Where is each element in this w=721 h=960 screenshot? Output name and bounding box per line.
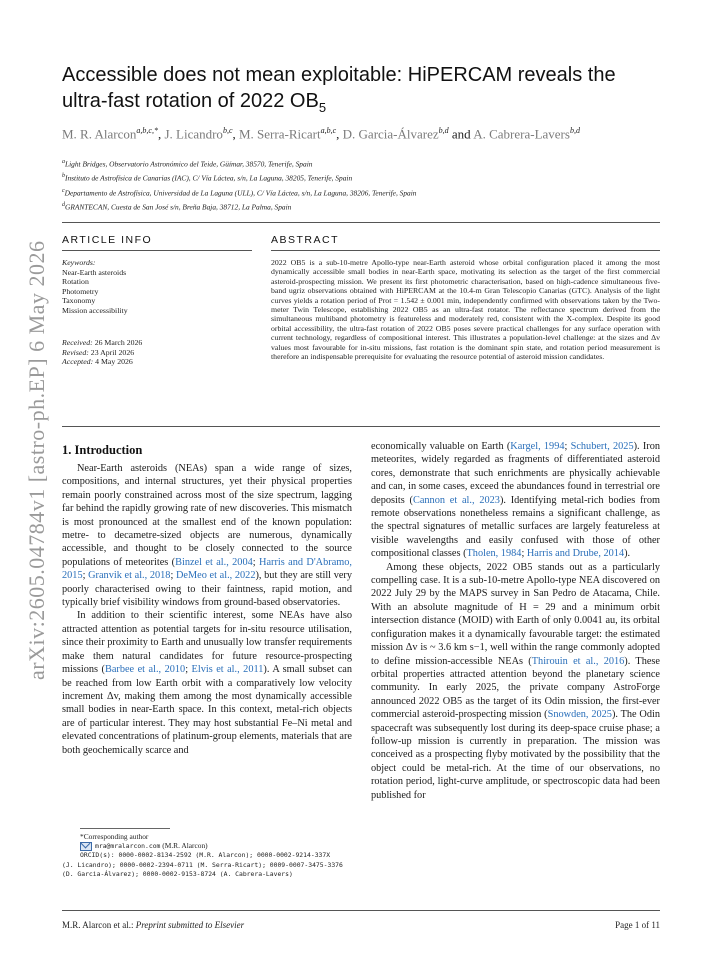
title-line-2: ultra-fast rotation of 2022 $OB_5$ bbox=[62, 90, 327, 115]
mail-icon bbox=[80, 842, 92, 851]
left-column bbox=[62, 462, 352, 757]
affiliations bbox=[62, 156, 682, 214]
keyword: Photometry bbox=[62, 286, 99, 296]
citation-link[interactable]: Tholen, 1984 bbox=[466, 548, 522, 560]
affiliation: $^c$Departamento de Astrofísica, Universidad de La Laguna (ULL), C/ Vía Láctea, s/n, La Laguna, 38206, Tenerife, Spain bbox=[62, 187, 417, 198]
title-line-1: Accessible does not mean exploitable: HiPERCAM reveals the bbox=[62, 64, 616, 86]
paragraph: economically valuable on Earth (Kargel, 1994; Schubert, 2025). Iron meteorites, widely regarded as fragments of differentiated asteroid cores, demonstrate that such enrichments are physically achievable and can, in some cases, exceed the abundances found in terrestrial ore deposits (Cannon et al., 2023). Identifying metal-rich bodies from remote observations nonetheless remains a significant challenge, as the spectral signatures of metallic surfaces are largely featureless at visible wavelengths and easily confused with those of other compositional classes (Tholen, 1984; Harris and Drube, 2014). bbox=[371, 441, 661, 560]
author-name: J. Licandro bbox=[164, 126, 223, 142]
affiliation: $^a$Light Bridges, Observatorio Astronómico del Teide, Güímar, 38570, Tenerife, Spain bbox=[62, 159, 313, 169]
affiliation: $^d$GRANTECAN, Cuesta de San José s/n, Breña Baja, 38712, La Palma, Spain bbox=[62, 202, 292, 212]
keyword: Rotation bbox=[62, 277, 89, 287]
keywords-label: Keywords: bbox=[62, 258, 96, 267]
paragraph: Among these objects, 2022 OB5 stands out as a particularly compelling case. It is a sub-10-metre Apollo-type NEA discovered on 2022 July 29 by the MAPS survey in San Pedro de Atacama, Chile. With an absolute magnitude of H = 29 and a minimum orbit intersection distance (MOID) with Earth of only 0.0041 au, its orbital configuration makes it a dynamically favourable target: the estimated mission Δv is ~ 3.6 km s−1, well within the range commonly adopted to define mission-accessible NEAs (Thirouin et al., 2016). These orbital properties attracted attention beyond the planetary science community. In early 2025, the private company AstroForge announced 2022 OB5 as the target of its Odin mission, the first-ever commercial asteroid-prospecting mission (Snowden, 2025). The Odin spacecraft was subsequently lost during its deep-space cruise phase; a follow-up mission is currently in preparation. The mission was conceived as a prospecting flyby motivated by the possibility that the object could be metal-rich. At the time of our observations, no rotation period, light-curve amplitude, or spectroscopic data had been published for bbox=[371, 561, 661, 801]
corresponding-author: *Corresponding author bbox=[80, 832, 149, 841]
author-name: M. Serra-Ricart bbox=[239, 126, 321, 142]
keyword: Near-Earth asteroids bbox=[62, 267, 127, 277]
footnote-rule bbox=[80, 828, 170, 829]
page-number: Page 1 of 11 bbox=[615, 920, 660, 930]
author-name: D. Garcia-Álvarez bbox=[342, 126, 439, 142]
article-info-heading: ARTICLE INFO bbox=[62, 234, 153, 246]
arxiv-stamp: arXiv:2605.04784v1 [astro-ph.EP] 6 May 2026 bbox=[24, 240, 49, 680]
orcid-line: (D. Garcia-Álvarez); 0000-0002-9153-8724 (A. Cabrera-Lavers) bbox=[62, 869, 293, 878]
citation-link[interactable]: Harris and D'Abramo, 2015 bbox=[62, 556, 352, 582]
footnote bbox=[62, 832, 352, 879]
divider bbox=[62, 250, 252, 251]
revised-date: Revised: 23 April 2026 bbox=[62, 347, 135, 357]
citation-link[interactable]: DeMeo et al., 2022 bbox=[176, 570, 256, 582]
keywords-block bbox=[62, 258, 252, 316]
email-link[interactable]: mra@mralarcon.com bbox=[95, 842, 161, 851]
footer-left: M.R. Alarcon et al.: Preprint submitted to Elsevier bbox=[62, 920, 245, 930]
citation-link[interactable]: Kargel, 1994 bbox=[510, 441, 565, 452]
divider bbox=[271, 250, 660, 251]
citation-link[interactable]: Barbee et al., 2010 bbox=[104, 664, 186, 676]
paragraph: Near-Earth asteroids (NEAs) span a wide range of sizes, compositions, and internal structures, yet their physical properties remain poorly constrained across most of the size spectrum, lagging far behind the rapidly growing rate of new discoveries. This mismatch is most pronounced at the smallest end of the known population: metre- to decametre-sized objects are numerous, dynamically accessible, and thought to be closely connected to the source populations of meteorites (Binzel et al., 2004; Harris and D'Abramo, 2015; Granvik et al., 2018; DeMeo et al., 2022), but they are still very poorly characterised owing to their faintness, rapid motion, and typically brief visibility windows from ground-based observatories. bbox=[62, 463, 353, 609]
section-heading: 1. Introduction bbox=[62, 443, 143, 457]
paper-title bbox=[62, 62, 662, 121]
divider bbox=[62, 222, 660, 223]
keyword: Mission accessibility bbox=[62, 305, 128, 315]
author-name: A. Cabrera-Lavers bbox=[473, 126, 570, 142]
divider bbox=[62, 426, 660, 427]
author-list: M. R. Alarcon$^{a,b,c,*}$, J. Licandro$^{b,c}$, M. Serra-Ricart$^{a,b,c}$, D. Garcia-Álvarez$^{b,d}$ and A. Cabrera-Lavers$^{b,d}$ bbox=[62, 126, 580, 142]
received-date: Received: 26 March 2026 bbox=[62, 338, 143, 347]
keyword: Taxonomy bbox=[62, 296, 96, 306]
divider bbox=[62, 910, 660, 911]
paragraph: In addition to their scientific interest, some NEAs have also attracted attention as potential targets for in-situ resource utilisation, since their proximity to Earth and unusually low transfer requirements make them natural candidates for future resource-prospecting missions (Barbee et al., 2010; Elvis et al., 2011). A small subset can be reached from low Earth orbit with a comparatively low velocity increment Δv, making them among the most dynamically accessible small bodies in near-Earth space. In this context, metal-rich objects are of particular interest. They may host substantial Fe–Ni metal and elevated concentrations of platinum-group elements, materials that are both geochemically scarce and bbox=[62, 610, 352, 756]
dates-block bbox=[62, 338, 252, 367]
citation-link[interactable]: Thirouin et al., 2016 bbox=[531, 655, 625, 667]
citation-link[interactable]: Binzel et al., 2004 bbox=[175, 556, 253, 568]
abstract-heading: ABSTRACT bbox=[271, 234, 340, 246]
citation-link[interactable]: Snowden, 2025 bbox=[547, 709, 612, 721]
orcid-line: (J. Licandro); 0000-0002-2394-0711 (M. Serra-Ricart); 0009-0007-3475-3376 bbox=[62, 860, 343, 869]
right-column bbox=[371, 440, 660, 802]
citation-link[interactable]: Elvis et al., 2011 bbox=[191, 664, 264, 676]
citation-link[interactable]: Granvik et al., 2018 bbox=[88, 570, 171, 582]
email-line: mra@mralarcon.com (M.R. Alarcon) bbox=[62, 841, 352, 851]
citation-link[interactable]: Harris and Drube, 2014 bbox=[526, 548, 625, 560]
affiliation: $^b$Instituto de Astrofísica de Canarias (IAC), C/ Vía Láctea, s/n, La Laguna, 38205, Tenerife, Spain bbox=[62, 173, 353, 183]
author-name: M. R. Alarcon bbox=[62, 126, 137, 142]
citation-link[interactable]: Cannon et al., 2023 bbox=[412, 494, 500, 506]
orcid-line: ORCID(s): 0000-0002-8134-2592 (M.R. Alarcon); 0000-0002-9214-337X bbox=[80, 851, 331, 860]
citation-link[interactable]: Schubert, 2025 bbox=[570, 441, 634, 452]
accepted-date: Accepted: 4 May 2026 bbox=[62, 357, 133, 367]
abstract-text: 2022 OB5 is a sub-10-metre Apollo-type near-Earth asteroid whose orbital configuration placed it among the most dynamically accessible small bodies in near-Earth space, motivating its selection as the target of the first commercial asteroid-prospecting mission. We present its first photometric characterisation, based on high-cadence simultaneous five-band ugriz observations obtained with HiPERCAM at the 10.4-m Gran Telescopio Canarias (GTC). Analysis of the light curves yields a rotation period of Prot = 1.542 ± 0.001 min, independently confirmed with observations taken by the Two-meter Twin Telescope, establishing 2022 OB5 as an ultra-fast rotator. The reflectance spectrum derived from the simultaneous multiband photometry is featureless and moderately red, consistent with the X-complex. Despite its good orbital accessibility, the ultra-fast rotation of 2022 OB5 poses severe practical challenges for any surface operation with current technology, regardless of compositional interest. This illustrates a population-level challenge: at the sizes and Δv values most favourable for in-situ missions, fast rotation is the dominant spin state, and rotation period measurement is therefore an indispensable prerequisite for evaluating the resource potential of asteroid mission candidates. bbox=[271, 258, 660, 362]
